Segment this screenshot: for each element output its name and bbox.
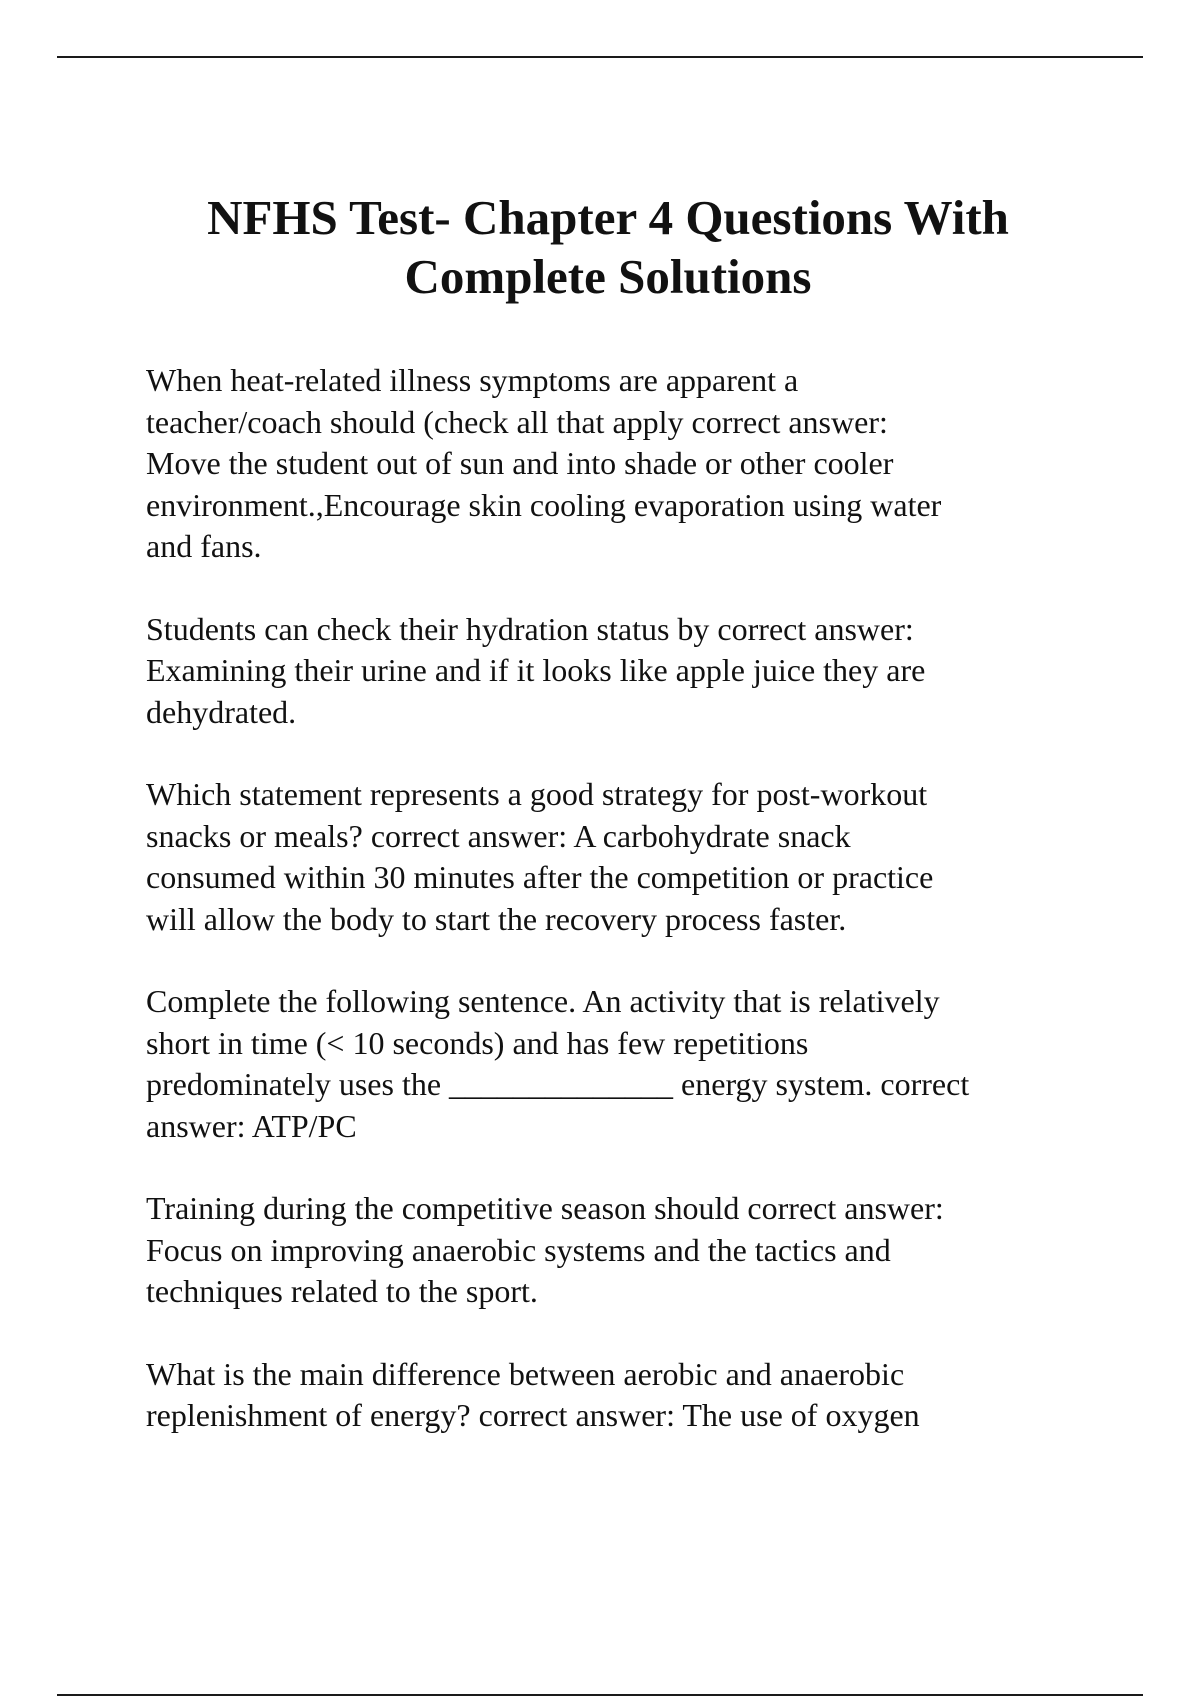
bottom-rule <box>57 1694 1143 1696</box>
document-title: NFHS Test- Chapter 4 Questions With Complete Solutions <box>207 190 1009 304</box>
qa-item-hydration: Students can check their hydration status by correct answer: Examining their urine and if it looks like apple juice they are dehydrated. <box>146 610 926 730</box>
qa-item-energy-system: Complete the following sentence. An activity that is relatively short in time (< 10 seconds) and has few repetitions predominately uses the ______________ energy system. correct answer: ATP/PC <box>146 983 970 1144</box>
top-rule <box>57 56 1143 58</box>
qa-item-heat-illness: When heat-related illness symptoms are apparent a teacher/coach should (check all that apply correct answer: Move the student out of sun and into shade or other cooler environment.,Encourage skin cooling evaporation using water and fans. <box>146 362 942 564</box>
qa-item-competitive-season: Training during the competitive season should correct answer: Focus on improving anaerobic systems and the tactics and techniques related to the sport. <box>146 1190 944 1309</box>
qa-item-aerobic-anaerobic: What is the main difference between aerobic and anaerobic replenishment of energy? correct answer: The use of oxygen <box>146 1355 920 1433</box>
document-body <box>146 188 1076 1478</box>
qa-item-post-workout: Which statement represents a good strategy for post-workout snacks or meals? correct answer: A carbohydrate snack consumed within 30 minutes after the competition or practice will allow the body to start the recovery process faster. <box>146 776 934 937</box>
